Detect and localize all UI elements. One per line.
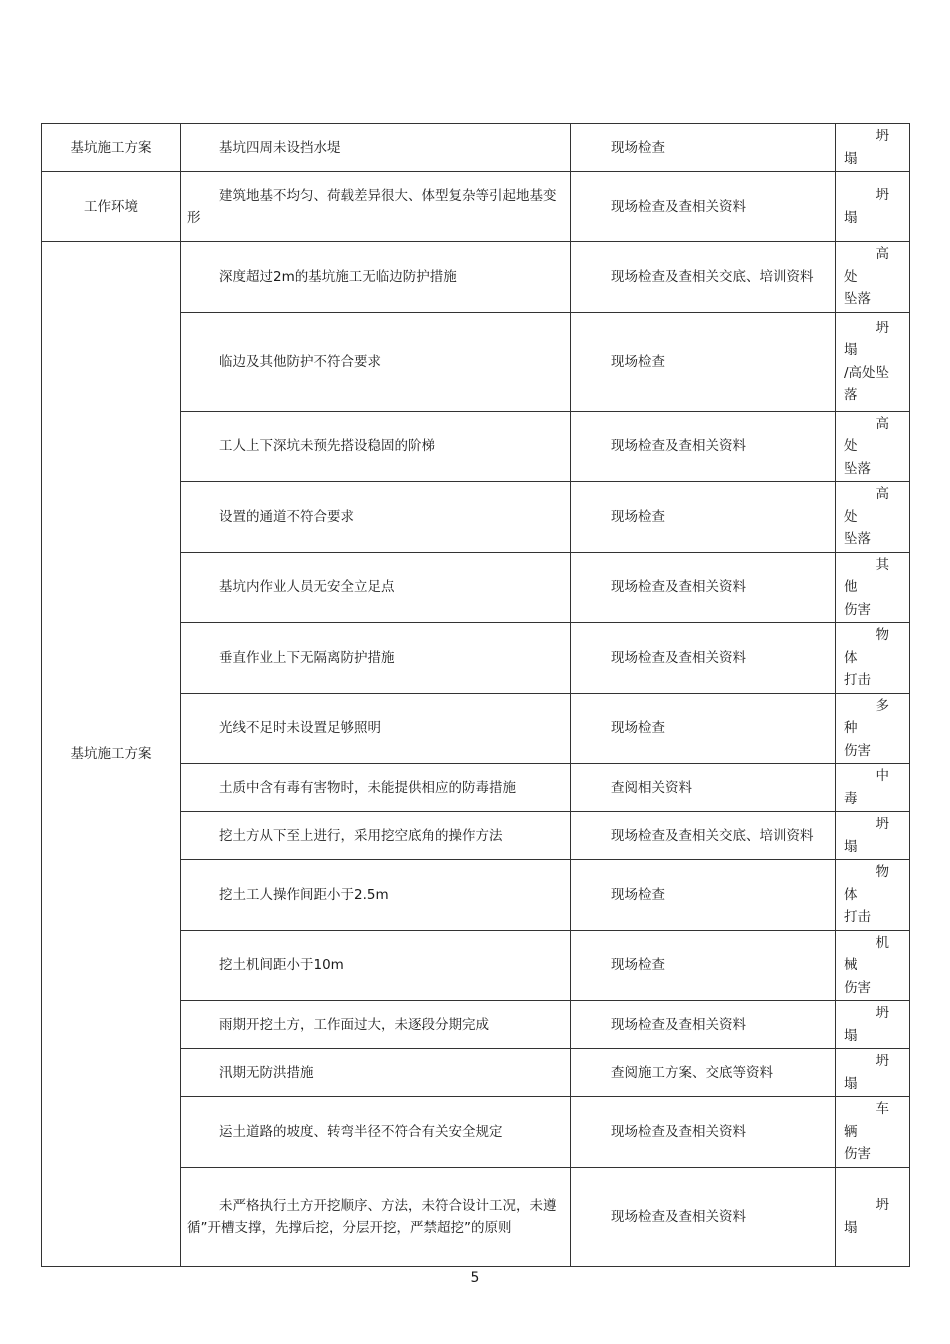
check-method-cell: 现场检查及查相关资料 [571,623,836,694]
table-row [42,242,910,313]
risk-type-cell [836,552,910,623]
risk-line: 高 [875,415,889,432]
risk-type-cell [836,312,910,411]
risk-type-cell [836,242,910,313]
risk-line: 处 [844,268,858,285]
risk-type-cell [836,860,910,931]
hazard-inspection-table [41,123,910,1267]
category-cell: 基坑施工方案 [42,124,181,172]
risk-line: 辆 [844,1123,858,1140]
risk-line: 伤害 [844,601,871,618]
risk-line: 车 [875,1101,889,1117]
risk-line: 塌 [844,342,858,358]
check-method-cell: 现场检查 [571,124,836,172]
hazard-item-cell: 深度超过2m的基坑施工无临边防护措施 [181,242,571,313]
risk-line: /高处坠 [844,364,890,381]
risk-line: 坍 [875,128,889,144]
check-method-cell: 现场检查 [571,860,836,931]
risk-type-cell [836,623,910,694]
risk-type-cell [836,411,910,482]
risk-line: 其 [875,556,889,573]
risk-line: 种 [844,720,858,736]
risk-line: 坍 [875,1053,889,1069]
hazard-item-cell: 挖土方从下至上进行，采用挖空底角的操作方法 [181,812,571,860]
category-cell: 基坑施工方案 [42,242,181,1267]
hazard-item-cell: 未严格执行土方开挖顺序、方法，未符合设计工况，未遵循”开槽支撑，先撑后挖，分层开挖，严禁超挖”的原则 [181,1167,571,1266]
risk-line: 坍 [875,1197,889,1213]
risk-line: 塌 [844,1027,858,1044]
hazard-item-cell: 设置的通道不符合要求 [181,482,571,553]
hazard-item-cell: 运土道路的坡度、转弯半径不符合有关安全规定 [181,1097,571,1168]
risk-line: 塌 [844,838,858,855]
risk-line: 中 [875,768,889,784]
check-method-cell: 现场检查 [571,482,836,553]
risk-line: 塌 [844,150,858,167]
risk-line: 多 [875,697,889,714]
risk-line: 坍 [875,319,889,336]
check-method-cell: 现场检查 [571,693,836,764]
risk-line: 高 [875,486,889,502]
risk-line: 处 [844,438,858,454]
risk-line: 处 [844,508,858,525]
hazard-item-cell: 垂直作业上下无隔离防护措施 [181,623,571,694]
table-row [42,172,910,242]
risk-line: 坍 [875,1005,889,1021]
risk-line: 落 [844,387,858,403]
risk-line: 打击 [844,909,871,925]
hazard-item-cell: 基坑四周未设挡水堤 [181,124,571,172]
risk-line: 伤害 [844,979,871,996]
hazard-item-cell: 建筑地基不均匀、荷载差异很大、体型复杂等引起地基变形 [181,172,571,242]
risk-type-cell [836,693,910,764]
risk-line: 坠落 [844,291,871,307]
check-method-cell: 现场检查及查相关交底、培训资料 [571,242,836,313]
risk-line: 械 [844,957,858,973]
category-cell: 工作环境 [42,172,181,242]
check-method-cell: 现场检查及查相关资料 [571,411,836,482]
risk-type-cell [836,1049,910,1097]
risk-line: 坠落 [844,531,871,547]
risk-line: 高 [875,246,889,262]
risk-line: 体 [844,649,858,666]
risk-line: 伤害 [844,742,871,759]
risk-line: 坍 [875,816,889,832]
risk-type-cell [836,930,910,1001]
hazard-item-cell: 挖土机间距小于10m [181,930,571,1001]
risk-line: 塌 [844,1219,858,1236]
risk-line: 打击 [844,672,871,688]
risk-line: 机 [875,934,889,951]
hazard-item-cell: 光线不足时未设置足够照明 [181,693,571,764]
hazard-item-cell: 汛期无防洪措施 [181,1049,571,1097]
risk-type-cell [836,1097,910,1168]
risk-type-cell [836,1001,910,1049]
check-method-cell: 查阅相关资料 [571,764,836,812]
check-method-cell: 查阅施工方案、交底等资料 [571,1049,836,1097]
risk-line: 毒 [844,790,858,807]
risk-type-cell [836,812,910,860]
risk-line: 物 [875,627,889,643]
hazard-item-cell: 工人上下深坑未预先搭设稳固的阶梯 [181,411,571,482]
hazard-item-cell: 临边及其他防护不符合要求 [181,312,571,411]
risk-type-cell [836,1167,910,1266]
risk-line: 伤害 [844,1146,871,1162]
hazard-item-cell: 雨期开挖土方，工作面过大，未逐段分期完成 [181,1001,571,1049]
risk-type-cell [836,124,910,172]
hazard-item-cell: 土质中含有毒有害物时，未能提供相应的防毒措施 [181,764,571,812]
hazard-item-cell: 基坑内作业人员无安全立足点 [181,552,571,623]
check-method-cell: 现场检查及查相关资料 [571,1001,836,1049]
check-method-cell: 现场检查 [571,930,836,1001]
check-method-cell: 现场检查及查相关资料 [571,172,836,242]
risk-line: 坍 [875,187,889,203]
risk-type-cell [836,482,910,553]
check-method-cell: 现场检查及查相关交底、培训资料 [571,812,836,860]
hazard-item-cell: 挖土工人操作间距小于2.5m [181,860,571,931]
risk-line: 他 [844,579,858,595]
check-method-cell: 现场检查及查相关资料 [571,552,836,623]
risk-line: 物 [875,864,889,880]
risk-type-cell [836,172,910,242]
risk-line: 坠落 [844,460,871,477]
risk-line: 塌 [844,209,858,226]
table-row [42,124,910,172]
check-method-cell: 现场检查及查相关资料 [571,1097,836,1168]
risk-line: 塌 [844,1075,858,1092]
page-number: 5 [470,1270,480,1286]
check-method-cell: 现场检查 [571,312,836,411]
risk-line: 体 [844,886,858,903]
risk-type-cell [836,764,910,812]
check-method-cell: 现场检查及查相关资料 [571,1167,836,1266]
